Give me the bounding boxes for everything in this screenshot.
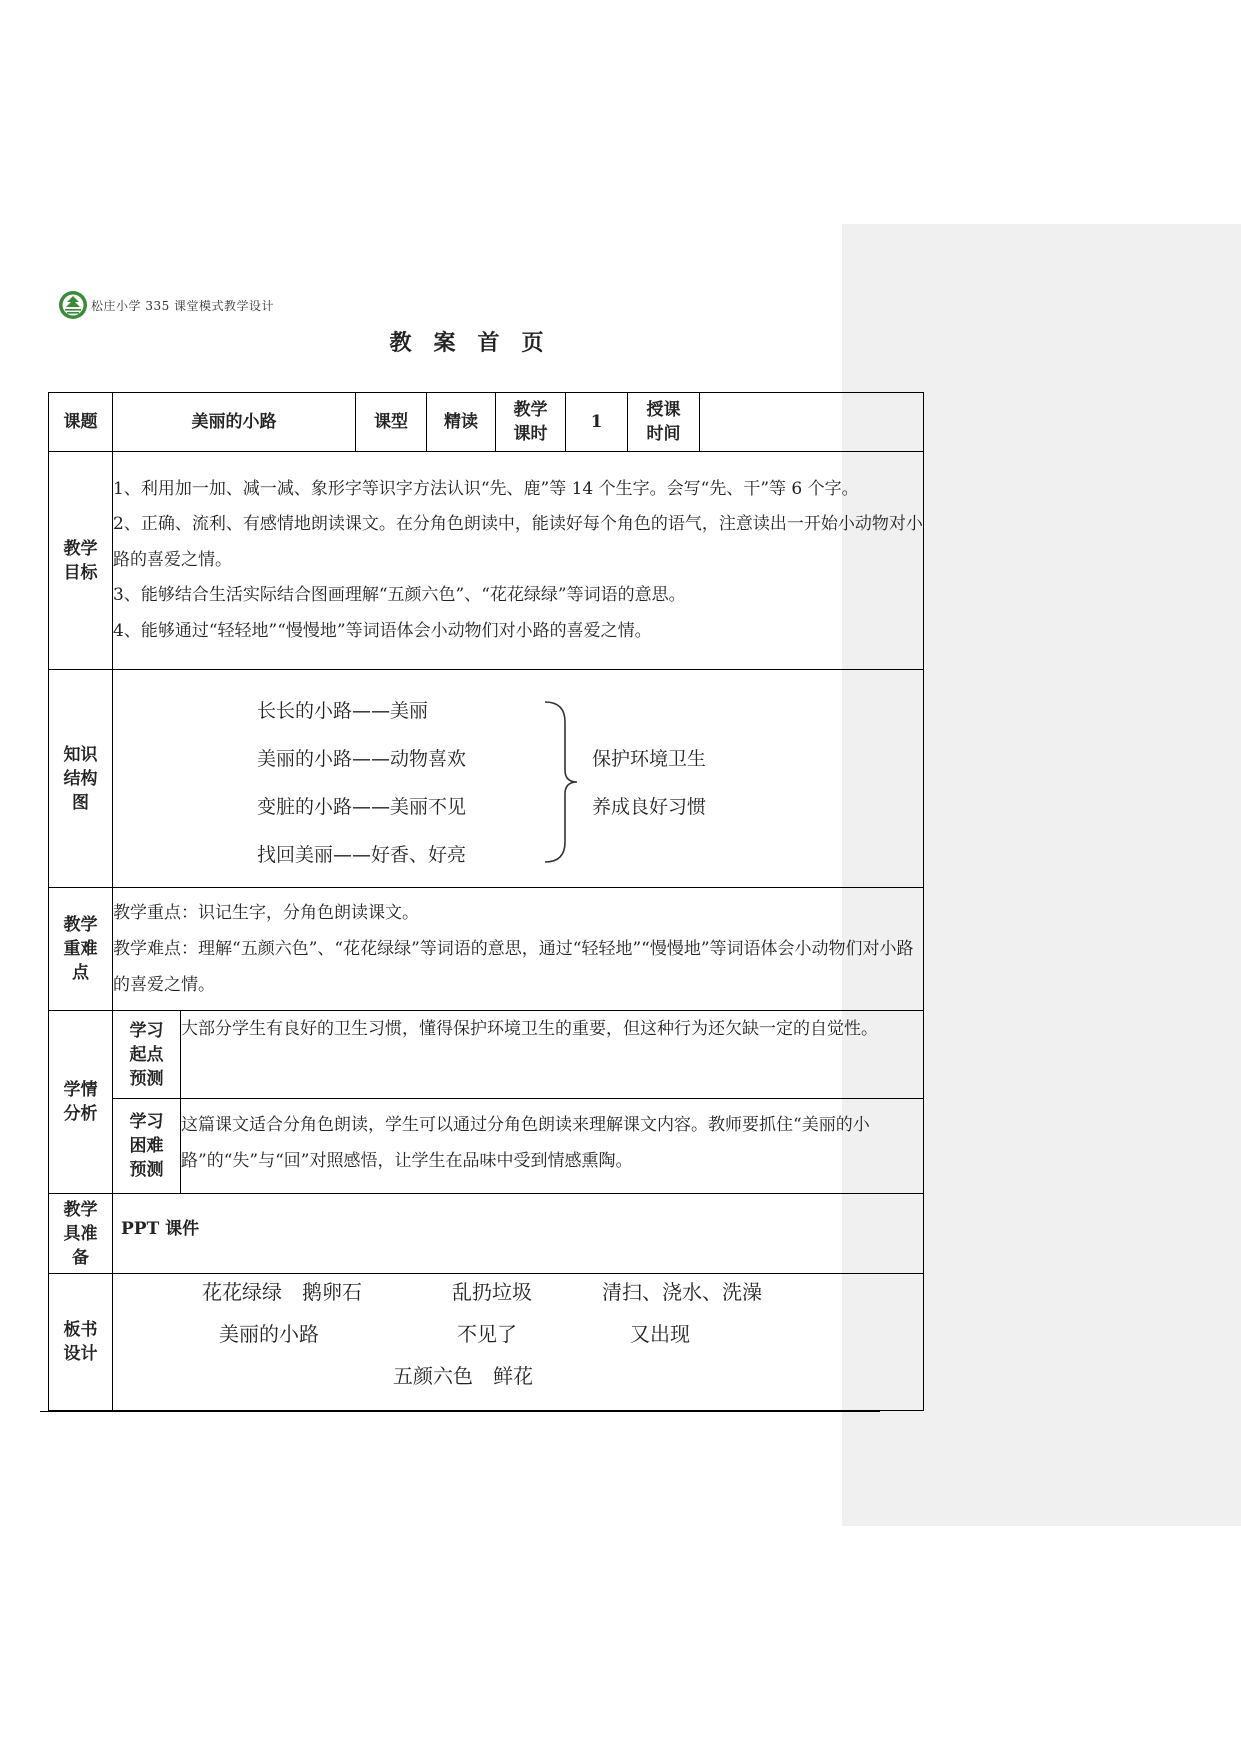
brace-icon — [543, 700, 583, 864]
board-text: 清扫、浇水、洗澡 — [602, 1280, 762, 1304]
page-title: 教案首页 — [389, 330, 566, 356]
board-text: 又出现 — [630, 1322, 690, 1346]
keypoints-row — [49, 888, 924, 1011]
board-text: 五颜六色 鲜花 — [393, 1364, 533, 1388]
structure-conclusion: 保护环境卫生 — [592, 748, 707, 770]
analysis-difficulty-label: 学习困难预测 — [113, 1099, 181, 1194]
time-label: 授课时间 — [628, 393, 700, 452]
school-logo — [58, 290, 88, 320]
keypoints-label: 教学重难点 — [49, 888, 113, 1011]
keypoints-content — [113, 888, 924, 1011]
goal-item: 3、能够结合生活实际结合图画理解“五颜六色”、“花花绿绿”等词语的意思。 — [113, 585, 686, 606]
info-row — [49, 393, 924, 452]
key-focus: 教学重点：识记生字，分角色朗读课文。 — [113, 903, 419, 923]
structure-line: 长长的小路——美丽 — [257, 700, 429, 722]
structure-line: 变脏的小路——美丽不见 — [257, 796, 467, 818]
lesson-plan-table — [48, 392, 924, 1411]
analysis-difficulty-row — [49, 1099, 924, 1194]
structure-row — [49, 670, 924, 888]
prep-row — [49, 1194, 924, 1274]
analysis-start-row — [49, 1011, 924, 1099]
time-value — [700, 393, 924, 452]
page-header — [58, 288, 274, 322]
structure-label: 知识结构图 — [49, 670, 113, 888]
goals-label: 教学目标 — [49, 452, 113, 670]
board-text: 花花绿绿 鹅卵石 — [202, 1280, 362, 1304]
prep-label: 教学具准备 — [49, 1194, 113, 1274]
analysis-difficulty-text: 这篇课文适合分角色朗读，学生可以通过分角色朗读来理解课文内容。教师要抓住“美丽的小路”的“失”与“回”对照感悟，让学生在品味中受到情感熏陶。 — [181, 1099, 924, 1194]
board-text: 乱扔垃圾 — [452, 1280, 532, 1304]
analysis-start-text: 大部分学生有良好的卫生习惯，懂得保护环境卫生的重要，但这种行为还欠缺一定的自觉性。 — [181, 1011, 924, 1099]
school-header-text: 松庄小学 335 课堂模式教学设计 — [91, 298, 275, 313]
key-difficulty: 教学难点：理解“五颜六色”、“花花绿绿”等词语的意思，通过“轻轻地”“慢慢地”等词语体会小动物们对小路的喜爱之情。 — [113, 939, 914, 995]
prep-value: PPT 课件 — [113, 1194, 924, 1274]
board-content — [113, 1274, 924, 1411]
goal-item: 1、利用加一加、减一减、象形字等识字方法认识“先、鹿”等 14 个生字。会写“先、干”等 6 个字。 — [113, 478, 859, 499]
type-value: 精读 — [427, 393, 496, 452]
structure-content — [113, 670, 924, 888]
analysis-label: 学情分析 — [49, 1011, 113, 1194]
goals-content — [113, 452, 924, 670]
goal-item: 2、正确、流利、有感情地朗读课文。在分角色朗读中，能读好每个角色的语气，注意读出一开始小动物对小路的喜爱之情。 — [113, 514, 923, 570]
structure-line: 找回美丽——好香、好亮 — [257, 844, 467, 866]
goals-row — [49, 452, 924, 670]
structure-conclusion: 养成良好习惯 — [592, 796, 707, 818]
type-label: 课型 — [356, 393, 427, 452]
hours-value: 1 — [566, 393, 628, 452]
board-text: 美丽的小路 — [219, 1322, 319, 1346]
board-text: 不见了 — [457, 1322, 517, 1346]
structure-line: 美丽的小路——动物喜欢 — [257, 748, 467, 770]
bottom-divider — [40, 1411, 880, 1412]
board-label: 板书设计 — [49, 1274, 113, 1411]
analysis-start-label: 学习起点预测 — [113, 1011, 181, 1099]
topic-value: 美丽的小路 — [113, 393, 356, 452]
hours-label: 教学课时 — [496, 393, 566, 452]
goal-item: 4、能够通过“轻轻地”“慢慢地”等词语体会小动物们对小路的喜爱之情。 — [113, 620, 652, 641]
topic-label: 课题 — [49, 393, 113, 452]
board-row — [49, 1274, 924, 1411]
